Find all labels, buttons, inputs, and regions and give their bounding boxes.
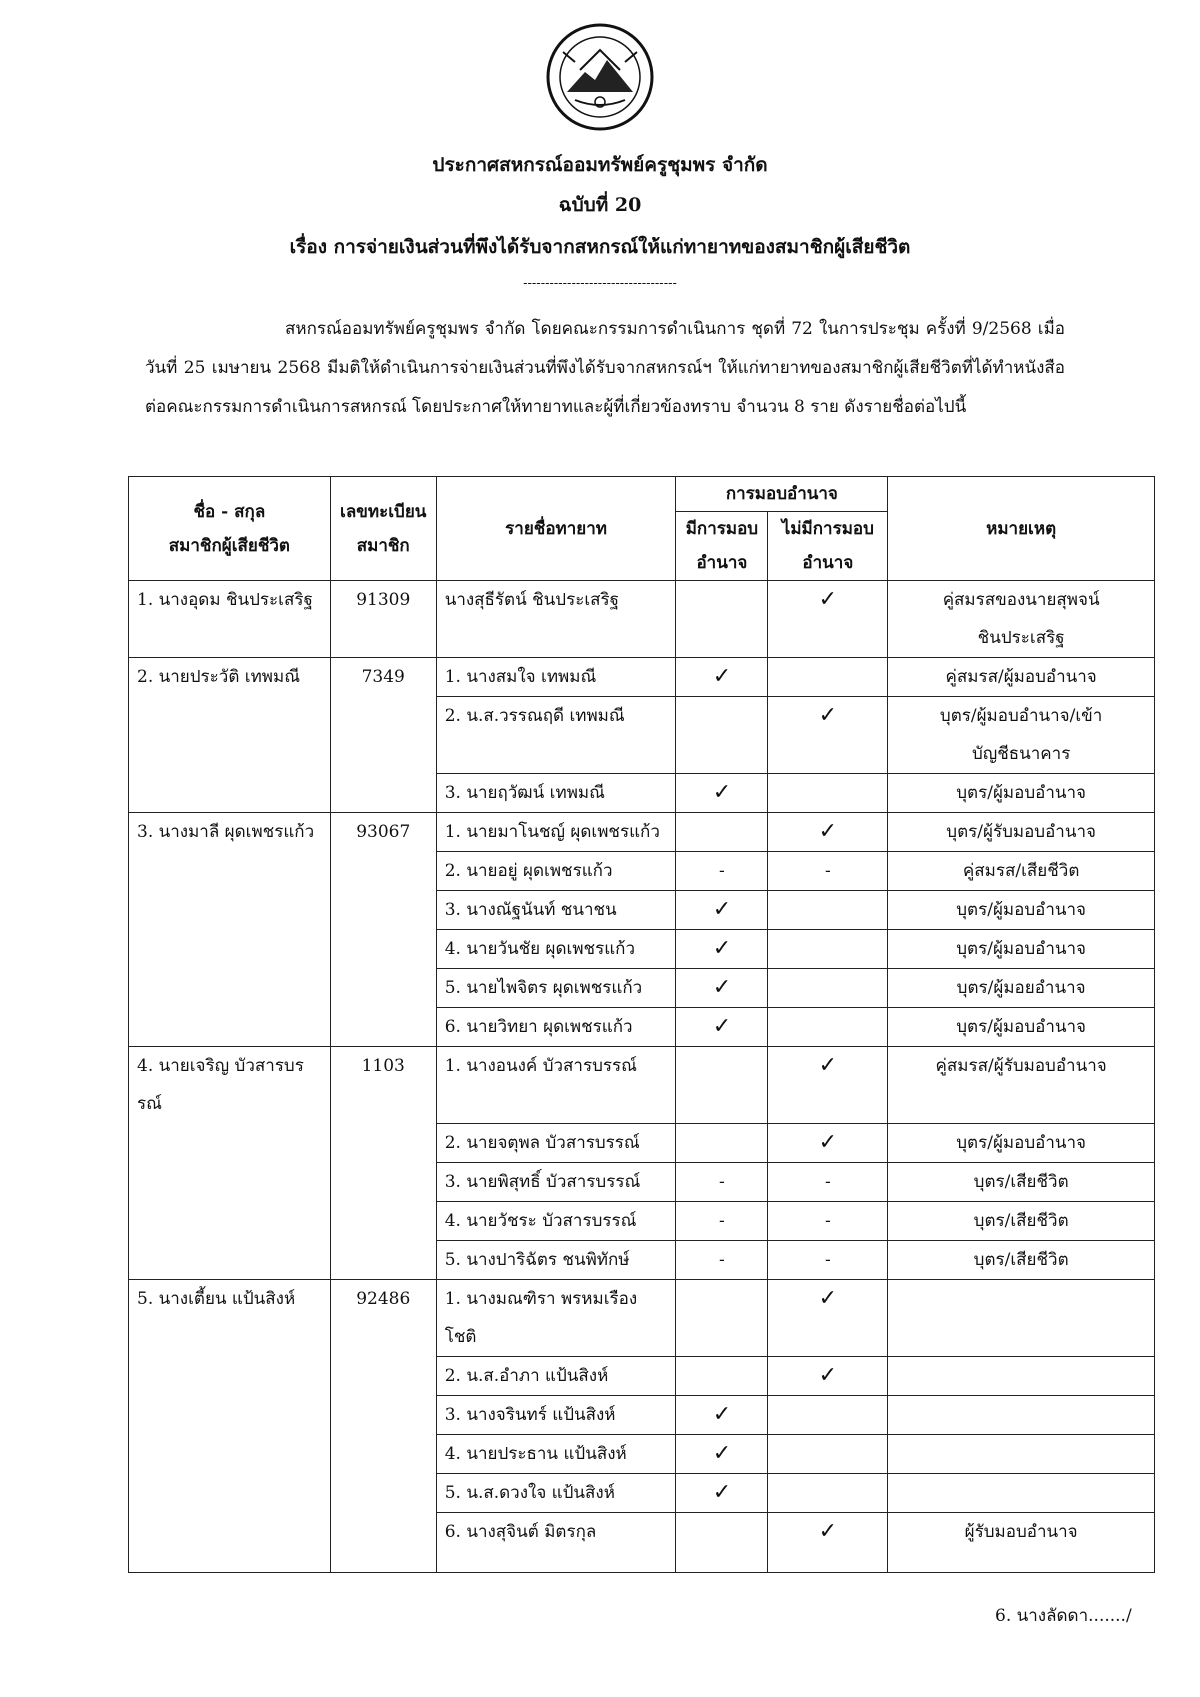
remark-cell: บุตร/เสียชีวิต [888, 1201, 1155, 1240]
table-row [129, 1201, 1155, 1240]
header-member: ชื่อ - สกุล สมาชิกผู้เสียชีวิต [129, 477, 331, 581]
member-regno [330, 1008, 436, 1047]
table-row [129, 1279, 1155, 1356]
member-name [129, 1201, 331, 1240]
cooperative-seal-logo [545, 22, 655, 132]
member-name [129, 1512, 331, 1573]
remark-cell: บุตร/เสียชีวิต [888, 1162, 1155, 1201]
member-name [129, 1240, 331, 1279]
remark-cell: บุตร/ผู้มอบอำนาจ/เข้า บัญชีธนาคาร [888, 697, 1155, 774]
remark-cell: คู่สมรส/ผู้มอบอำนาจ [888, 658, 1155, 697]
heir-name: 2. นายอยู่ ผุดเพชรแก้ว [436, 852, 676, 891]
table-row [129, 1395, 1155, 1434]
announcement-subject: เรื่อง การจ่ายเงินส่วนที่พึงได้รับจากสหกรณ์ให้แก่ทายาทของสมาชิกผู้เสียชีวิต [289, 236, 911, 258]
header-poa-yes: มีการมอบ อำนาจ [676, 512, 768, 581]
member-regno [330, 852, 436, 891]
table-row [129, 774, 1155, 813]
member-regno [330, 1201, 436, 1240]
poa-yes-cell: ✓ [676, 774, 768, 813]
table-row [129, 891, 1155, 930]
member-regno [330, 891, 436, 930]
heir-name: 4. นายประธาน แป้นสิงห์ [436, 1434, 676, 1473]
member-name [129, 1008, 331, 1047]
member-regno [330, 1356, 436, 1395]
poa-yes-cell: ✓ [676, 1008, 768, 1047]
poa-yes-cell: - [676, 1201, 768, 1240]
member-name [129, 969, 331, 1008]
table-row [129, 1008, 1155, 1047]
remark-cell: ผู้รับมอบอำนาจ [888, 1512, 1155, 1573]
table-row [129, 658, 1155, 697]
member-name [129, 1395, 331, 1434]
remark-cell: บุตร/ผู้มอบอำนาจ [888, 1123, 1155, 1162]
table-row [129, 930, 1155, 969]
heir-name: 6. นายวิทยา ผุดเพชรแก้ว [436, 1008, 676, 1047]
table-row [129, 1240, 1155, 1279]
poa-no-cell [768, 658, 888, 697]
remark-cell: บุตร/ผู้รับมอบอำนาจ [888, 813, 1155, 852]
member-name: 2. นายประวัติ เทพมณี [129, 658, 331, 697]
member-name [129, 852, 331, 891]
poa-yes-cell [676, 1279, 768, 1356]
member-regno [330, 1162, 436, 1201]
remark-cell: บุตร/ผู้มอบอำนาจ [888, 1008, 1155, 1047]
heir-name: 1. นางสมใจ เทพมณี [436, 658, 676, 697]
remark-cell [888, 1279, 1155, 1356]
poa-no-cell: ✓ [768, 1047, 888, 1124]
poa-no-cell [768, 1473, 888, 1512]
heir-name: 3. นางจรินทร์ แป้นสิงห์ [436, 1395, 676, 1434]
table-row [129, 852, 1155, 891]
member-regno [330, 1123, 436, 1162]
header-regno: เลขทะเบียน สมาชิก [330, 477, 436, 581]
announcement-title: ประกาศสหกรณ์ออมทรัพย์ครูชุมพร จำกัด [432, 154, 768, 176]
poa-yes-cell [676, 697, 768, 774]
heir-name: 5. นายไพจิตร ผุดเพชรแก้ว [436, 969, 676, 1008]
member-regno [330, 774, 436, 813]
announcement-number: ฉบับที่ 20 [558, 194, 642, 216]
member-name: 1. นางอุดม ชินประเสริฐ [129, 581, 331, 658]
member-regno: 7349 [330, 658, 436, 697]
member-regno [330, 969, 436, 1008]
poa-no-cell [768, 930, 888, 969]
poa-yes-cell: ✓ [676, 1395, 768, 1434]
poa-yes-cell: ✓ [676, 1434, 768, 1473]
member-name [129, 891, 331, 930]
table-row [129, 1047, 1155, 1124]
heir-name: 6. นางสุจินต์ มิตรกุล [436, 1512, 676, 1573]
remark-cell: คู่สมรสของนายสุพจน์ ชินประเสริฐ [888, 581, 1155, 658]
poa-no-cell [768, 1395, 888, 1434]
table-row [129, 697, 1155, 774]
member-regno: 1103 [330, 1047, 436, 1124]
member-name: 4. นายเจริญ บัวสารบรรณ์ [129, 1047, 331, 1124]
title-divider: ----------------------------------- [523, 276, 677, 291]
member-regno [330, 930, 436, 969]
table-row [129, 1356, 1155, 1395]
heir-name: 3. นางณัฐนันท์ ชนาชน [436, 891, 676, 930]
poa-yes-cell: ✓ [676, 658, 768, 697]
table-row [129, 1123, 1155, 1162]
remark-cell: คู่สมรส/ผู้รับมอบอำนาจ [888, 1047, 1155, 1124]
remark-cell: บุตร/ผู้มอบอำนาจ [888, 891, 1155, 930]
continuation-note: 6. นางลัดดา......./ [995, 1606, 1132, 1626]
member-name [129, 1123, 331, 1162]
heir-name: 2. น.ส.วรรณฤดี เทพมณี [436, 697, 676, 774]
poa-no-cell [768, 1008, 888, 1047]
member-name [129, 1434, 331, 1473]
poa-yes-cell [676, 581, 768, 658]
member-regno [330, 697, 436, 774]
poa-no-cell: ✓ [768, 581, 888, 658]
poa-yes-cell: ✓ [676, 1473, 768, 1512]
member-name [129, 1473, 331, 1512]
poa-yes-cell [676, 1512, 768, 1573]
poa-yes-cell [676, 813, 768, 852]
remark-cell: บุตร/เสียชีวิต [888, 1240, 1155, 1279]
poa-no-cell: ✓ [768, 1512, 888, 1573]
heir-name: 5. นางปาริฉัตร ชนพิทักษ์ [436, 1240, 676, 1279]
table-row [129, 969, 1155, 1008]
header-poa-no: ไม่มีการมอบ อำนาจ [768, 512, 888, 581]
remark-cell [888, 1395, 1155, 1434]
remark-cell: บุตร/ผู้มอยอำนาจ [888, 969, 1155, 1008]
poa-yes-cell [676, 1356, 768, 1395]
poa-no-cell: - [768, 852, 888, 891]
table-row [129, 1434, 1155, 1473]
poa-no-cell: - [768, 1162, 888, 1201]
poa-yes-cell: ✓ [676, 969, 768, 1008]
member-name [129, 697, 331, 774]
poa-no-cell [768, 1434, 888, 1473]
heir-name: 1. นางอนงค์ บัวสารบรรณ์ [436, 1047, 676, 1124]
table-row [129, 1162, 1155, 1201]
heir-name: นางสุธีรัตน์ ชินประเสริฐ [436, 581, 676, 658]
member-regno: 93067 [330, 813, 436, 852]
member-regno [330, 1240, 436, 1279]
member-regno [330, 1473, 436, 1512]
remark-cell [888, 1356, 1155, 1395]
remark-cell: บุตร/ผู้มอบอำนาจ [888, 774, 1155, 813]
member-name [129, 930, 331, 969]
poa-no-cell: ✓ [768, 1123, 888, 1162]
member-name: 3. นางมาลี ผุดเพชรแก้ว [129, 813, 331, 852]
poa-yes-cell: ✓ [676, 930, 768, 969]
intro-paragraph [145, 310, 1065, 427]
poa-no-cell: - [768, 1240, 888, 1279]
poa-yes-cell [676, 1047, 768, 1124]
heirs-table [128, 476, 1155, 1573]
heir-name: 3. นายพิสุทธิ์ บัวสารบรรณ์ [436, 1162, 676, 1201]
remark-cell: คู่สมรส/เสียชีวิต [888, 852, 1155, 891]
heir-name: 1. นางมณฑิรา พรหมเรืองโชติ [436, 1279, 676, 1356]
remark-cell [888, 1473, 1155, 1512]
poa-yes-cell [676, 1123, 768, 1162]
poa-yes-cell: - [676, 1162, 768, 1201]
heir-name: 4. นายวัชระ บัวสารบรรณ์ [436, 1201, 676, 1240]
member-name [129, 1162, 331, 1201]
poa-yes-cell: - [676, 1240, 768, 1279]
poa-yes-cell: ✓ [676, 891, 768, 930]
heir-name: 1. นายมาโนชญ์ ผุดเพชรแก้ว [436, 813, 676, 852]
poa-no-cell [768, 969, 888, 1008]
table-row [129, 813, 1155, 852]
poa-no-cell: ✓ [768, 1279, 888, 1356]
header-heirs: รายชื่อทายาท [436, 477, 676, 581]
heir-name: 3. นายฤวัฒน์ เทพมณี [436, 774, 676, 813]
member-regno: 92486 [330, 1279, 436, 1356]
member-name [129, 774, 331, 813]
header-poa: การมอบอำนาจ [676, 477, 888, 512]
member-regno [330, 1512, 436, 1573]
heir-name: 4. นายวันชัย ผุดเพชรแก้ว [436, 930, 676, 969]
member-regno: 91309 [330, 581, 436, 658]
remark-cell: บุตร/ผู้มอบอำนาจ [888, 930, 1155, 969]
poa-no-cell [768, 774, 888, 813]
member-regno [330, 1395, 436, 1434]
heir-name: 2. นายจตุพล บัวสารบรรณ์ [436, 1123, 676, 1162]
poa-no-cell: - [768, 1201, 888, 1240]
header-remark: หมายเหตุ [888, 477, 1155, 581]
intro-text: สหกรณ์ออมทรัพย์ครูชุมพร จำกัด โดยคณะกรรมการดำเนินการ ชุดที่ 72 ในการประชุม ครั้งที่ 9/2568 เมื่อวันที่ 25 เมษายน 2568 มีมติให้ดำเนินการจ่ายเงินส่วนที่พึงได้รับจากสหกรณ์ฯ ให้แก่ทายาทของสมาชิกผู้เสียชีวิตที่ได้ทำหนังสือต่อคณะกรรมการดำเนินการสหกรณ์ โดยประกาศให้ทายาทและผู้ที่เกี่ยวข้องทราบ จำนวน 8 ราย ดังรายชื่อต่อไปนี้ [145, 319, 1065, 417]
poa-no-cell [768, 891, 888, 930]
poa-no-cell: ✓ [768, 697, 888, 774]
member-name [129, 1356, 331, 1395]
table-row [129, 581, 1155, 658]
heir-name: 5. น.ส.ดวงใจ แป้นสิงห์ [436, 1473, 676, 1512]
poa-yes-cell: - [676, 852, 768, 891]
poa-no-cell: ✓ [768, 1356, 888, 1395]
table-row [129, 1512, 1155, 1573]
table-row [129, 1473, 1155, 1512]
member-name: 5. นางเตี้ยน แป้นสิงห์ [129, 1279, 331, 1356]
heir-name: 2. น.ส.อำภา แป้นสิงห์ [436, 1356, 676, 1395]
poa-no-cell: ✓ [768, 813, 888, 852]
member-regno [330, 1434, 436, 1473]
remark-cell [888, 1434, 1155, 1473]
